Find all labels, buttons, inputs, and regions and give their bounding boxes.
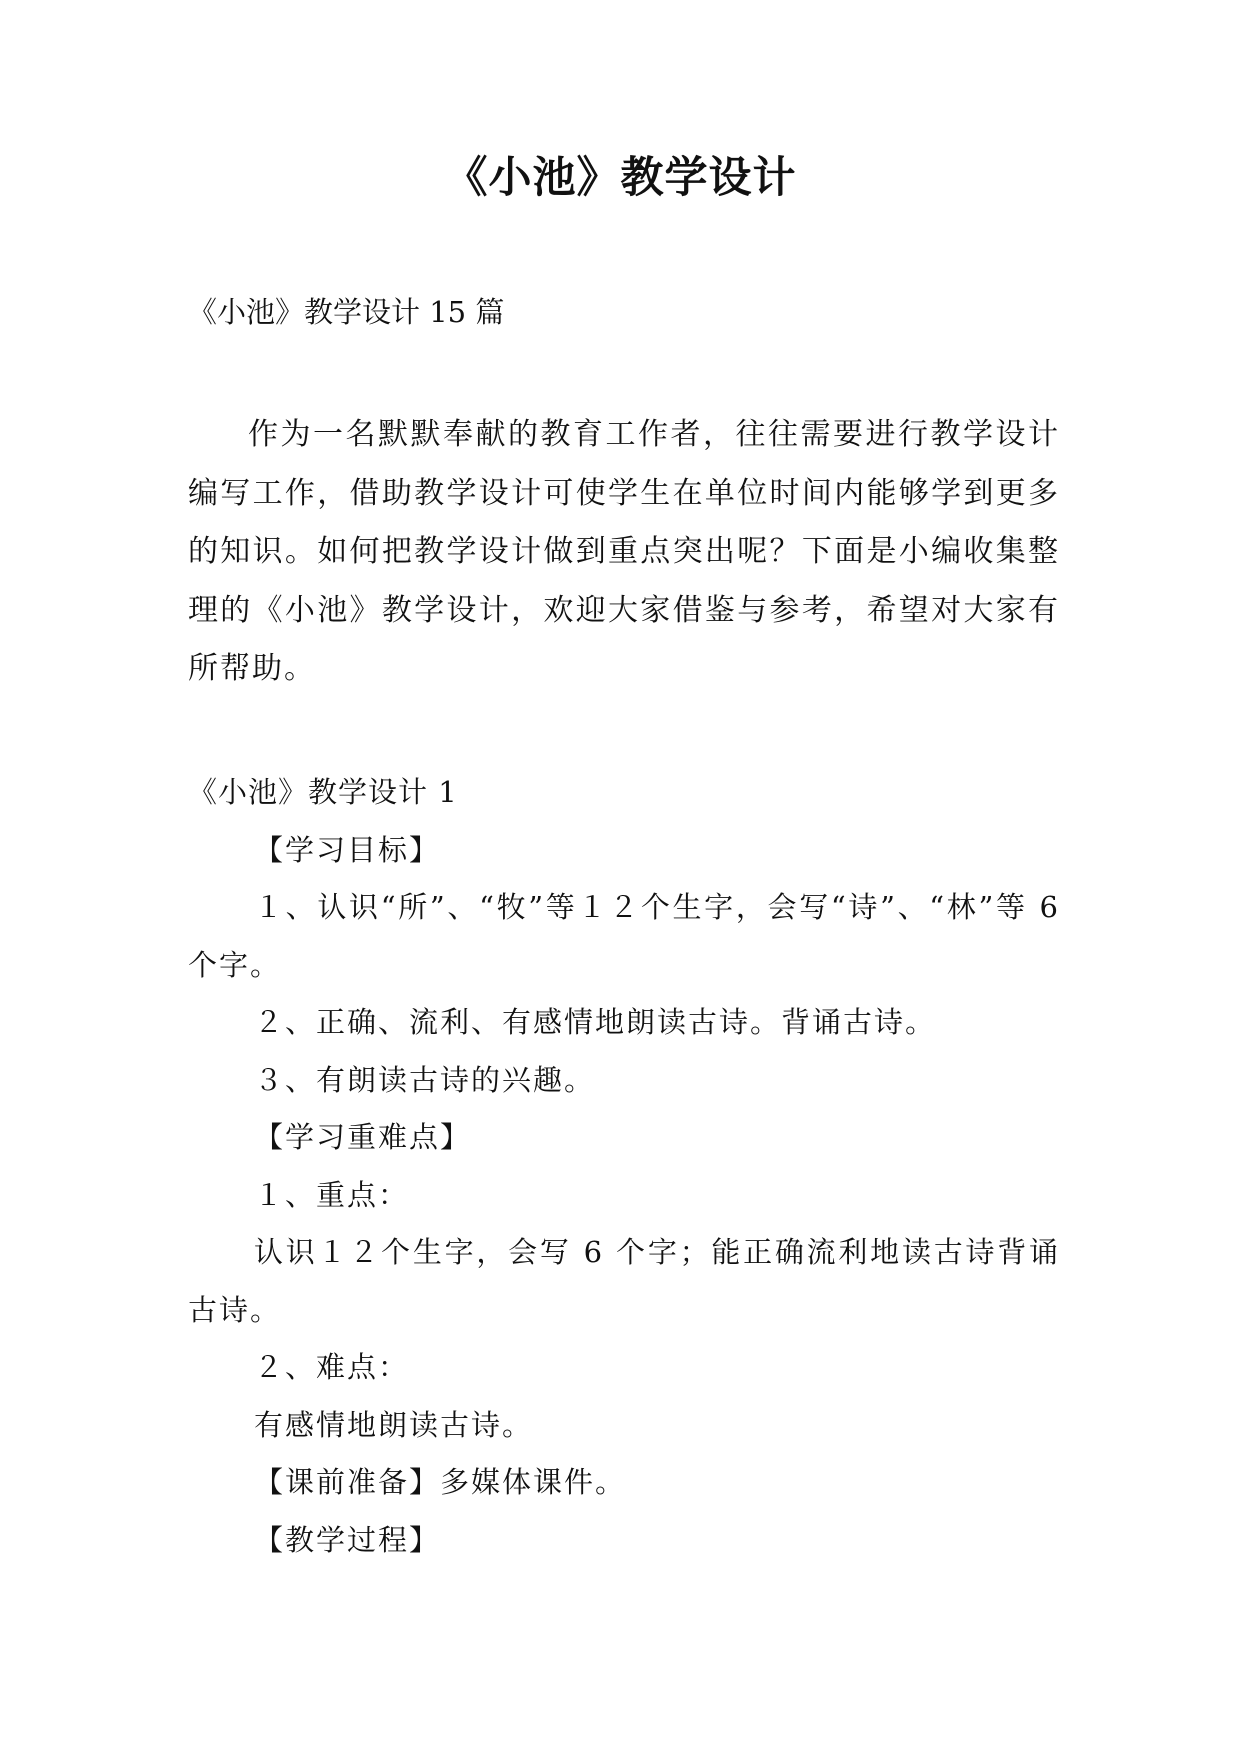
section-title: 《小池》教学设计 1 [188, 775, 458, 809]
process-heading: 【教学过程】 [254, 1522, 441, 1557]
objective-3: ３、有朗读古诗的兴趣。 [254, 1062, 596, 1097]
intro-paragraph: 作为一名默默奉献的教育工作者，往往需要进行教学设计编写工作，借助教学设计可使学生在单位时间内能够学到更多的知识。如何把教学设计做到重点突出呢？下面是小编收集整理的《小池》教学设计，欢迎大家借鉴与参考，希望对大家有所帮助。 [188, 417, 1060, 686]
key-point-label: １、重点： [254, 1177, 410, 1212]
objectives-heading: 【学习目标】 [254, 832, 441, 867]
objective-1: １、认识“所”、“牧”等１２个生字，会写“诗”、“林”等 6 个字。 [188, 890, 1060, 982]
preparation-line: 【课前准备】多媒体课件。 [254, 1465, 627, 1499]
difficult-point-text: 有感情地朗读古诗。 [254, 1407, 534, 1442]
objective-2: ２、正确、流利、有感情地朗读古诗。背诵古诗。 [254, 1005, 937, 1039]
difficult-point-label: ２、难点： [254, 1350, 410, 1384]
document-title: 《小池》教学设计 [444, 153, 797, 203]
section-body [188, 764, 1060, 1569]
difficulty-heading: 【学习重难点】 [254, 1120, 472, 1154]
document-subtitle: 《小池》教学设计 15 篇 [188, 295, 505, 329]
key-point-text: 认识１２个生字，会写 6 个字；能正确流利地读古诗背诵古诗。 [188, 1235, 1060, 1327]
